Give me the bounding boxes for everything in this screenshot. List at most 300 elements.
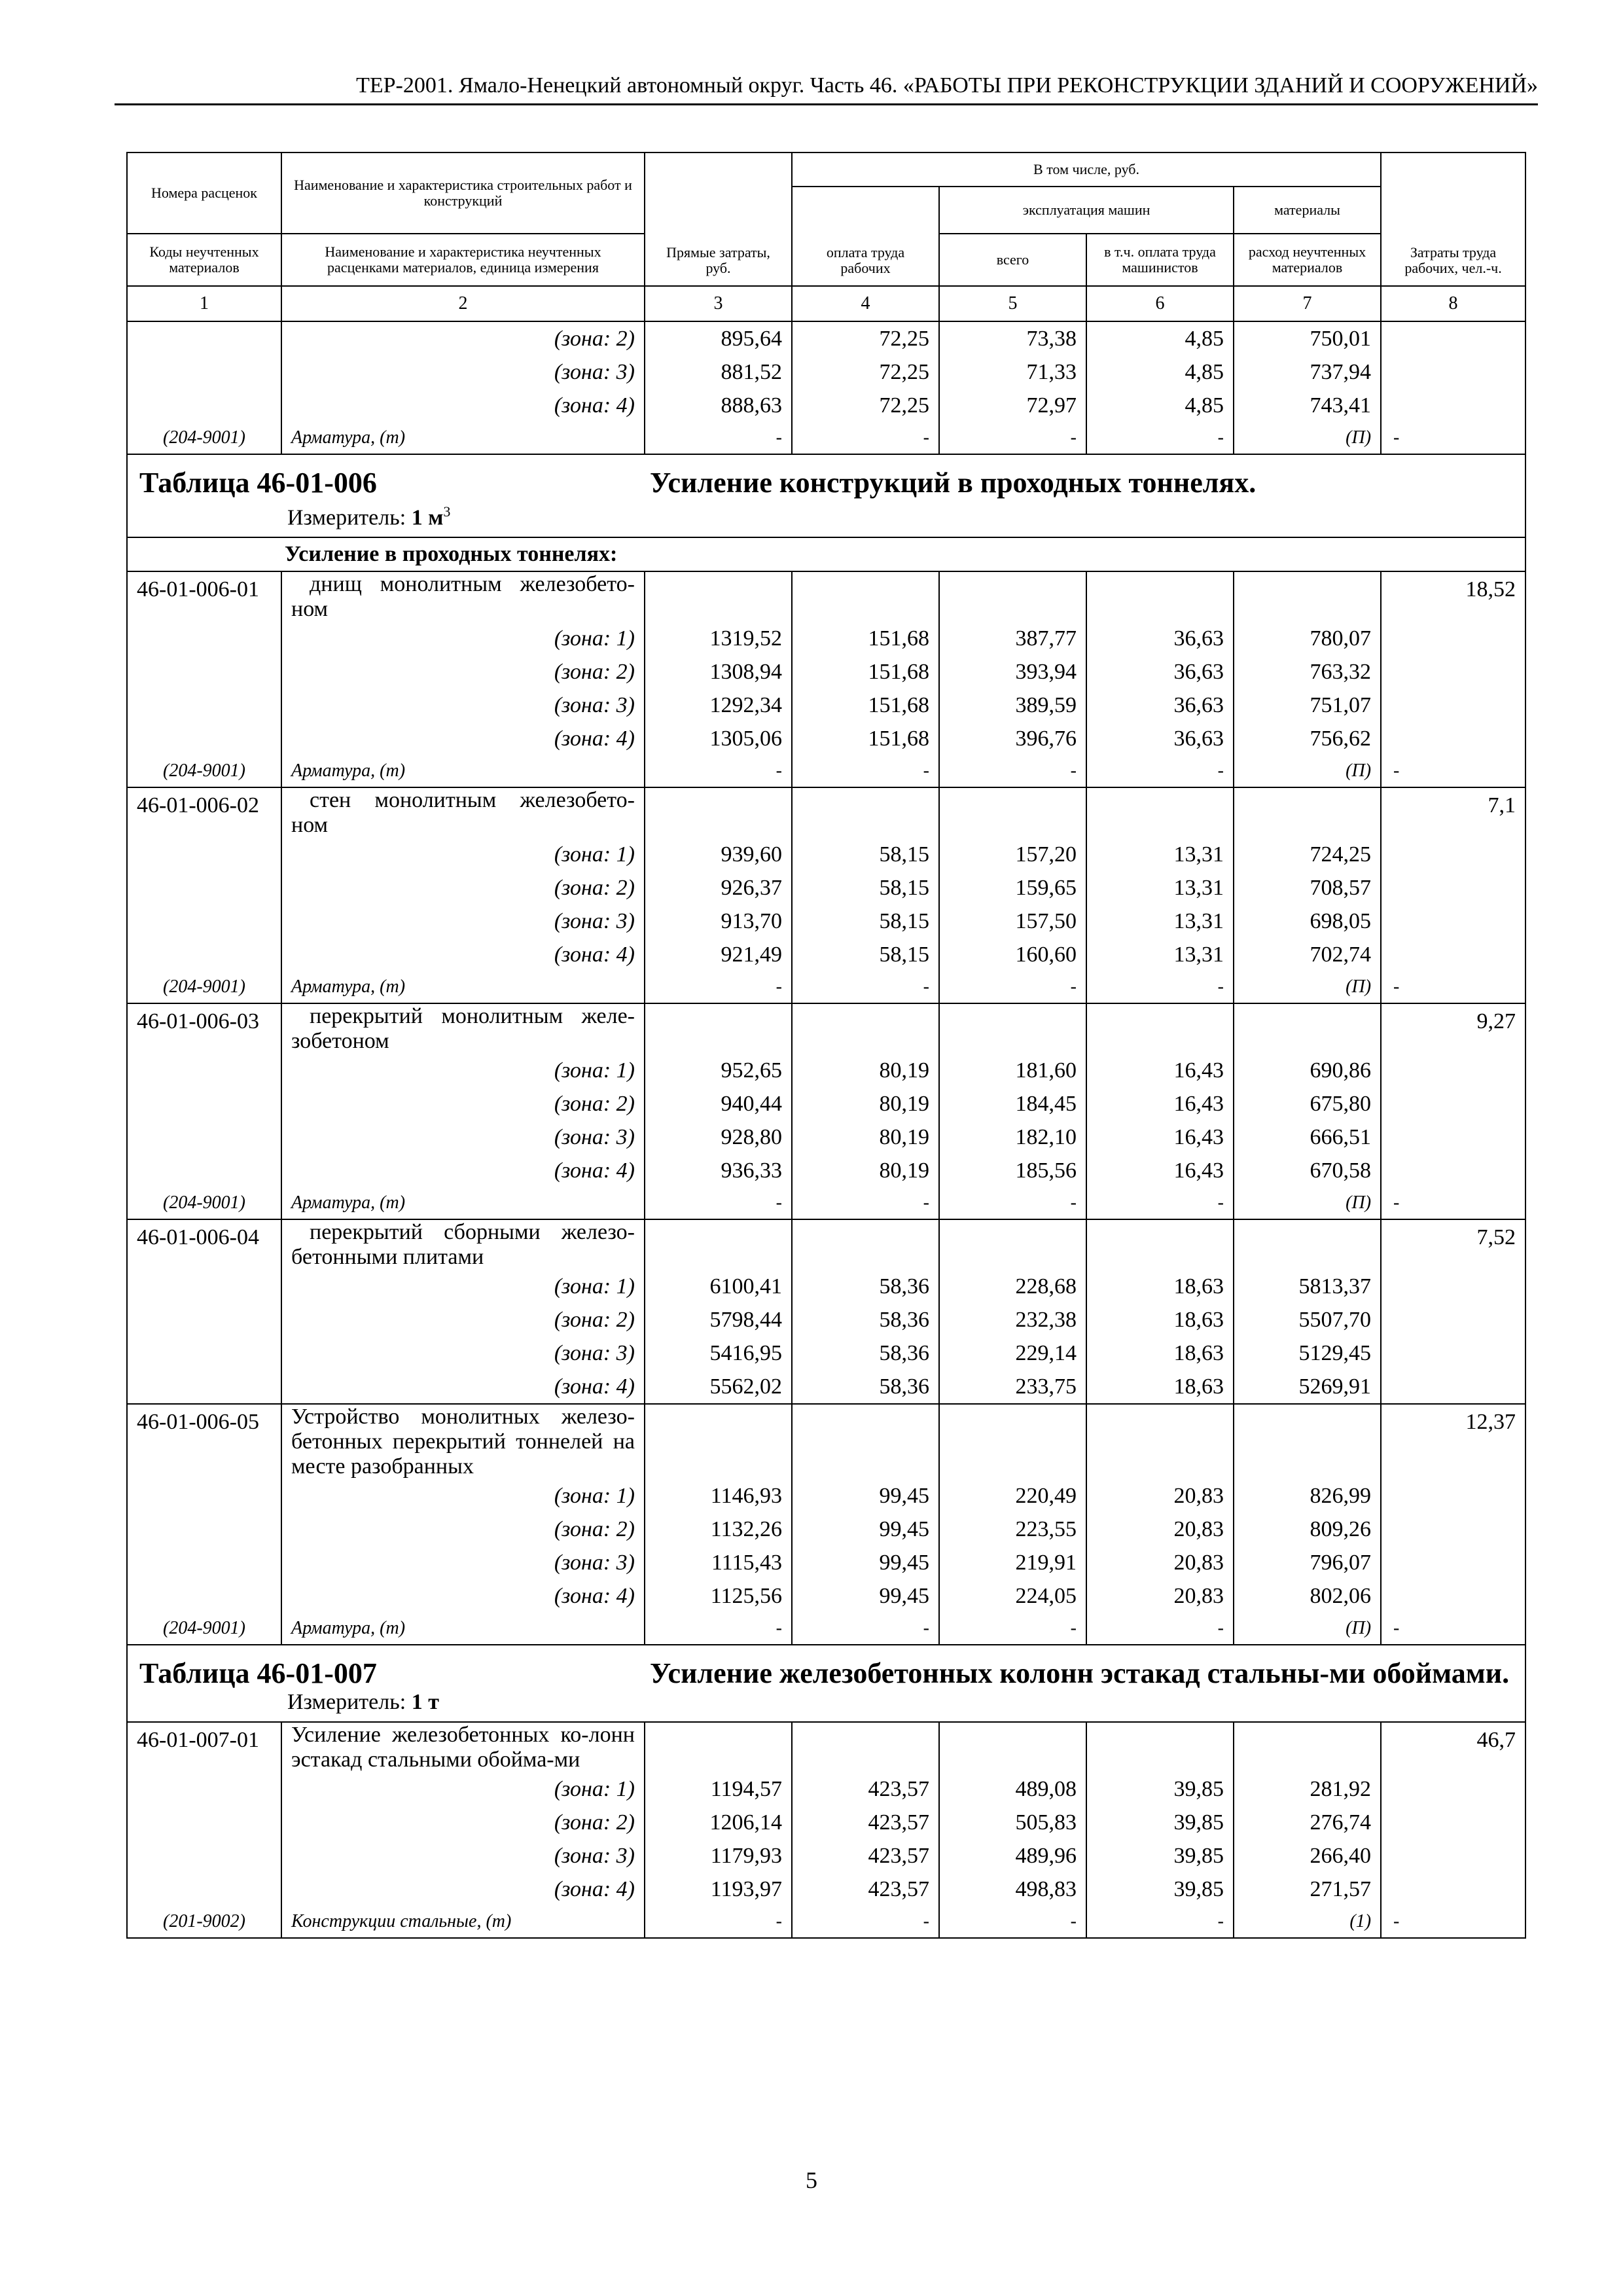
- zone-label: (зона: 2): [281, 1087, 645, 1121]
- labor-pay: 80,19: [792, 1154, 939, 1187]
- code-cell: [127, 1806, 281, 1839]
- code-cell: [127, 1054, 281, 1087]
- material-row: [127, 755, 1525, 787]
- direct-costs: 1305,06: [645, 722, 792, 755]
- direct-costs: 1308,94: [645, 655, 792, 689]
- zone-label: (зона: 1): [281, 1772, 645, 1806]
- header-unaccounted-materials: расход неучтенных материалов: [1234, 234, 1381, 286]
- col-number-8: 8: [1381, 286, 1525, 321]
- rate-row: [127, 571, 1525, 622]
- machinist-pay: 36,63: [1086, 622, 1234, 655]
- machinist-pay: 39,85: [1086, 1839, 1234, 1873]
- labor-pay: 423,57: [792, 1806, 939, 1839]
- labor-pay: 58,36: [792, 1303, 939, 1336]
- direct-costs: 5416,95: [645, 1336, 792, 1370]
- material-name: Арматура, (т): [281, 755, 645, 787]
- machinist-pay: 13,31: [1086, 838, 1234, 871]
- machines-total: 224,05: [939, 1579, 1086, 1613]
- empty-cell: [645, 1404, 792, 1479]
- dash-cell: -: [792, 1187, 939, 1219]
- zone-row: [127, 1806, 1525, 1839]
- labor-cell: [1381, 838, 1525, 871]
- machines-total: 219,91: [939, 1546, 1086, 1579]
- material-name: Арматура, (т): [281, 1613, 645, 1645]
- material-row: [127, 1187, 1525, 1219]
- zone-row: [127, 1154, 1525, 1187]
- code-cell: [127, 1121, 281, 1154]
- direct-costs: 952,65: [645, 1054, 792, 1087]
- unit-value: 1 т: [411, 1690, 439, 1715]
- continued-rows: [127, 321, 1525, 454]
- direct-costs: 939,60: [645, 838, 792, 871]
- material-name: Конструкции стальные, (т): [281, 1906, 645, 1938]
- code-cell: [127, 1546, 281, 1579]
- machines-total: 389,59: [939, 689, 1086, 722]
- labor-cell: [1381, 938, 1525, 971]
- materials-value: 809,26: [1234, 1513, 1381, 1546]
- code-cell: [127, 838, 281, 871]
- machines-total: 71,33: [939, 355, 1086, 389]
- zone-label: (зона: 4): [281, 389, 645, 422]
- labor-pay: 423,57: [792, 1873, 939, 1906]
- zone-row: [127, 1370, 1525, 1404]
- direct-costs: 1115,43: [645, 1546, 792, 1579]
- dash-cell: -: [792, 971, 939, 1003]
- machinist-pay: 39,85: [1086, 1873, 1234, 1906]
- materials-value: 796,07: [1234, 1546, 1381, 1579]
- machines-total: 157,20: [939, 838, 1086, 871]
- code-cell: [127, 1270, 281, 1303]
- direct-costs: 1179,93: [645, 1839, 792, 1873]
- empty-cell: [645, 787, 792, 838]
- zone-label: (зона: 1): [281, 1270, 645, 1303]
- labor-cost: 12,37: [1381, 1404, 1525, 1479]
- labor-cell: [1381, 1873, 1525, 1906]
- machinist-pay: 20,83: [1086, 1546, 1234, 1579]
- materials-value: 763,32: [1234, 655, 1381, 689]
- code-cell: [127, 1154, 281, 1187]
- rate-description: перекрытий монолитным желе-зобетоном: [281, 1003, 645, 1054]
- header-col2-top: Наименование и характеристика строительных работ и конструкций: [281, 152, 645, 234]
- zone-row: [127, 655, 1525, 689]
- material-consumption: (П): [1234, 1613, 1381, 1645]
- dash-cell: -: [1381, 422, 1525, 454]
- header-rule: [115, 103, 1538, 105]
- zone-label: (зона: 2): [281, 1806, 645, 1839]
- empty-cell: [1086, 1722, 1234, 1772]
- unit-label: Измеритель:: [287, 1690, 406, 1715]
- code-cell: [127, 1303, 281, 1336]
- zone-label: (зона: 3): [281, 355, 645, 389]
- dash-cell: -: [645, 971, 792, 1003]
- unit-value: 1 м: [411, 505, 444, 530]
- materials-value: 780,07: [1234, 622, 1381, 655]
- labor-pay: 80,19: [792, 1087, 939, 1121]
- rate-row: [127, 787, 1525, 838]
- rate-code: 46-01-006-02: [127, 787, 281, 838]
- machinist-pay: 4,85: [1086, 321, 1234, 355]
- labor-cell: [1381, 1579, 1525, 1613]
- direct-costs: 5562,02: [645, 1370, 792, 1404]
- col-number-4: 4: [792, 286, 939, 321]
- zone-label: (зона: 1): [281, 622, 645, 655]
- dash-cell: -: [1086, 422, 1234, 454]
- materials-value: 826,99: [1234, 1479, 1381, 1513]
- materials-value: 737,94: [1234, 355, 1381, 389]
- zone-label: (зона: 1): [281, 838, 645, 871]
- rate-code: 46-01-007-01: [127, 1722, 281, 1772]
- header-col2-bottom: Наименование и характеристика неучтенных расценками материалов, единица измерения: [281, 234, 645, 286]
- labor-pay: 58,36: [792, 1270, 939, 1303]
- machinist-pay: 18,63: [1086, 1370, 1234, 1404]
- header-labor-pay: оплата труда рабочих: [792, 187, 939, 286]
- dash-cell: -: [645, 1613, 792, 1645]
- table-number: Таблица 46-01-006: [139, 467, 377, 499]
- rate-row: [127, 1722, 1525, 1772]
- code-cell: [127, 905, 281, 938]
- empty-cell: [1234, 1404, 1381, 1479]
- col-number-1: 1: [127, 286, 281, 321]
- code-cell: [127, 321, 281, 355]
- zone-row: [127, 1579, 1525, 1613]
- labor-pay: 99,45: [792, 1479, 939, 1513]
- dash-cell: -: [645, 1187, 792, 1219]
- zone-label: (зона: 3): [281, 1121, 645, 1154]
- labor-cell: [1381, 905, 1525, 938]
- zone-label: (зона: 4): [281, 722, 645, 755]
- empty-cell: [792, 1003, 939, 1054]
- dash-cell: -: [1381, 755, 1525, 787]
- machinist-pay: 36,63: [1086, 689, 1234, 722]
- zone-label: (зона: 1): [281, 1054, 645, 1087]
- dash-cell: -: [792, 1613, 939, 1645]
- empty-cell: [792, 787, 939, 838]
- dash-cell: -: [939, 422, 1086, 454]
- materials-value: 281,92: [1234, 1772, 1381, 1806]
- machinist-pay: 13,31: [1086, 905, 1234, 938]
- zone-label: (зона: 2): [281, 1513, 645, 1546]
- labor-cost: 18,52: [1381, 571, 1525, 622]
- labor-cell: [1381, 1806, 1525, 1839]
- empty-cell: [1086, 1003, 1234, 1054]
- rate-code: 46-01-006-03: [127, 1003, 281, 1054]
- zone-row: [127, 1513, 1525, 1546]
- machines-total: 393,94: [939, 655, 1086, 689]
- header-col1-bottom: Коды неучтенных материалов: [127, 234, 281, 286]
- dash-cell: -: [939, 1613, 1086, 1645]
- materials-value: 698,05: [1234, 905, 1381, 938]
- machinist-pay: 18,63: [1086, 1303, 1234, 1336]
- labor-pay: 58,36: [792, 1336, 939, 1370]
- running-header: ТЕР-2001. Ямало-Ненецкий автономный округ. Часть 46. «РАБОТЫ ПРИ РЕКОНСТРУКЦИИ ЗДАНИЙ И СООРУЖЕНИЙ»: [356, 73, 1538, 98]
- empty-cell: [939, 787, 1086, 838]
- direct-costs: 5798,44: [645, 1303, 792, 1336]
- labor-cost: 7,1: [1381, 787, 1525, 838]
- materials-value: 266,40: [1234, 1839, 1381, 1873]
- table-heading: [127, 1645, 1525, 1722]
- labor-cell: [1381, 1370, 1525, 1404]
- code-cell: [127, 1513, 281, 1546]
- material-consumption: (П): [1234, 971, 1381, 1003]
- col-number-2: 2: [281, 286, 645, 321]
- header-machinist-pay: в т.ч. оплата труда машинистов: [1086, 234, 1234, 286]
- zone-row: [127, 1772, 1525, 1806]
- machinist-pay: 39,85: [1086, 1772, 1234, 1806]
- empty-cell: [1234, 1219, 1381, 1270]
- machinist-pay: 18,63: [1086, 1270, 1234, 1303]
- table-heading-cell: [127, 1645, 1525, 1722]
- material-code: (201-9002): [127, 1906, 281, 1938]
- labor-pay: 423,57: [792, 1839, 939, 1873]
- unit-superscript: 3: [443, 503, 451, 520]
- zone-row: [127, 1121, 1525, 1154]
- code-cell: [127, 938, 281, 971]
- zone-row: [127, 1303, 1525, 1336]
- machines-total: 160,60: [939, 938, 1086, 971]
- dash-cell: -: [792, 755, 939, 787]
- labor-cell: [1381, 722, 1525, 755]
- code-cell: [127, 1370, 281, 1404]
- direct-costs: 926,37: [645, 871, 792, 905]
- labor-cell: [1381, 1513, 1525, 1546]
- col-number-7: 7: [1234, 286, 1381, 321]
- machines-total: 498,83: [939, 1873, 1086, 1906]
- zone-row: [127, 1270, 1525, 1303]
- code-cell: [127, 355, 281, 389]
- direct-costs: 1193,97: [645, 1873, 792, 1906]
- materials-value: 675,80: [1234, 1087, 1381, 1121]
- material-name: Арматура, (т): [281, 1187, 645, 1219]
- materials-value: 5129,45: [1234, 1336, 1381, 1370]
- code-cell: [127, 389, 281, 422]
- empty-cell: [939, 1404, 1086, 1479]
- zone-row: [127, 321, 1525, 355]
- subheading-row: [127, 537, 1525, 571]
- labor-cell: [1381, 321, 1525, 355]
- code-cell: [127, 1336, 281, 1370]
- dash-cell: -: [1381, 971, 1525, 1003]
- table-number: Таблица 46-01-007: [139, 1657, 377, 1690]
- unit-line: [139, 1686, 1513, 1715]
- machines-total: 396,76: [939, 722, 1086, 755]
- labor-cell: [1381, 1839, 1525, 1873]
- material-code: (204-9001): [127, 422, 281, 454]
- header-labor: Затраты труда рабочих, чел.-ч.: [1381, 152, 1525, 286]
- dash-cell: -: [1086, 971, 1234, 1003]
- machinist-pay: 39,85: [1086, 1806, 1234, 1839]
- dash-cell: -: [939, 1187, 1086, 1219]
- empty-cell: [645, 1722, 792, 1772]
- labor-pay: 423,57: [792, 1772, 939, 1806]
- code-cell: [127, 622, 281, 655]
- machinist-pay: 16,43: [1086, 1121, 1234, 1154]
- dash-cell: -: [645, 755, 792, 787]
- labor-pay: 151,68: [792, 622, 939, 655]
- empty-cell: [1086, 1219, 1234, 1270]
- table-header: [127, 152, 1525, 321]
- material-consumption: (П): [1234, 422, 1381, 454]
- machines-total: 387,77: [939, 622, 1086, 655]
- machinist-pay: 4,85: [1086, 389, 1234, 422]
- material-row: [127, 422, 1525, 454]
- material-code: (204-9001): [127, 1613, 281, 1645]
- table-46-01-007: [127, 1645, 1525, 1938]
- direct-costs: 913,70: [645, 905, 792, 938]
- material-code: (204-9001): [127, 755, 281, 787]
- material-row: [127, 1906, 1525, 1938]
- labor-pay: 58,15: [792, 938, 939, 971]
- col-number-5: 5: [939, 286, 1086, 321]
- direct-costs: 881,52: [645, 355, 792, 389]
- material-consumption: (П): [1234, 755, 1381, 787]
- labor-pay: 58,15: [792, 871, 939, 905]
- code-cell: [127, 689, 281, 722]
- labor-cell: [1381, 1154, 1525, 1187]
- material-name: Арматура, (т): [281, 971, 645, 1003]
- table-heading-cell: [127, 454, 1525, 537]
- subheading: Усиление в проходных тоннелях:: [127, 537, 1525, 571]
- rate-code: 46-01-006-04: [127, 1219, 281, 1270]
- machines-total: 159,65: [939, 871, 1086, 905]
- dash-cell: -: [939, 971, 1086, 1003]
- dash-cell: -: [1381, 1906, 1525, 1938]
- empty-cell: [792, 571, 939, 622]
- zone-label: (зона: 1): [281, 1479, 645, 1513]
- empty-cell: [939, 1722, 1086, 1772]
- machines-total: 223,55: [939, 1513, 1086, 1546]
- materials-value: 724,25: [1234, 838, 1381, 871]
- zone-row: [127, 1087, 1525, 1121]
- labor-cost: 7,52: [1381, 1219, 1525, 1270]
- header-direct-costs: Прямые затраты, руб.: [645, 152, 792, 286]
- labor-pay: 99,45: [792, 1579, 939, 1613]
- dash-cell: -: [1381, 1613, 1525, 1645]
- zone-row: [127, 938, 1525, 971]
- materials-value: 271,57: [1234, 1873, 1381, 1906]
- labor-cell: [1381, 1121, 1525, 1154]
- machinist-pay: 16,43: [1086, 1154, 1234, 1187]
- labor-pay: 151,68: [792, 689, 939, 722]
- machines-total: 229,14: [939, 1336, 1086, 1370]
- code-cell: [127, 1087, 281, 1121]
- dash-cell: -: [1086, 1187, 1234, 1219]
- zone-label: (зона: 3): [281, 1336, 645, 1370]
- rate-description: Усиление железобетонных ко-лонн эстакад стальными обойма-ми: [281, 1722, 645, 1772]
- direct-costs: 936,33: [645, 1154, 792, 1187]
- machines-total: 184,45: [939, 1087, 1086, 1121]
- direct-costs: 895,64: [645, 321, 792, 355]
- labor-pay: 72,25: [792, 355, 939, 389]
- direct-costs: 940,44: [645, 1087, 792, 1121]
- machinist-pay: 13,31: [1086, 938, 1234, 971]
- zone-row: [127, 1839, 1525, 1873]
- materials-value: 802,06: [1234, 1579, 1381, 1613]
- table-46-01-006: [127, 454, 1525, 1645]
- labor-pay: 99,45: [792, 1513, 939, 1546]
- materials-value: 708,57: [1234, 871, 1381, 905]
- machines-total: 220,49: [939, 1479, 1086, 1513]
- zone-label: (зона: 4): [281, 1370, 645, 1404]
- rate-description: перекрытий сборными железо-бетонными плитами: [281, 1219, 645, 1270]
- empty-cell: [1086, 787, 1234, 838]
- machines-total: 489,08: [939, 1772, 1086, 1806]
- materials-value: 5269,91: [1234, 1370, 1381, 1404]
- machines-total: 181,60: [939, 1054, 1086, 1087]
- code-cell: [127, 1839, 281, 1873]
- empty-cell: [1234, 1722, 1381, 1772]
- header-col1-top: Номера расценок: [127, 152, 281, 234]
- machines-total: 505,83: [939, 1806, 1086, 1839]
- material-consumption: (П): [1234, 1187, 1381, 1219]
- direct-costs: 1292,34: [645, 689, 792, 722]
- dash-cell: -: [1381, 1187, 1525, 1219]
- direct-costs: 1132,26: [645, 1513, 792, 1546]
- labor-pay: 99,45: [792, 1546, 939, 1579]
- header-machines-total: всего: [939, 234, 1086, 286]
- zone-row: [127, 905, 1525, 938]
- machinist-pay: 18,63: [1086, 1336, 1234, 1370]
- zone-label: (зона: 4): [281, 1873, 645, 1906]
- materials-value: 751,07: [1234, 689, 1381, 722]
- labor-cell: [1381, 389, 1525, 422]
- machinist-pay: 36,63: [1086, 655, 1234, 689]
- labor-cell: [1381, 655, 1525, 689]
- material-consumption: (1): [1234, 1906, 1381, 1938]
- code-cell: [127, 871, 281, 905]
- zone-label: (зона: 4): [281, 1579, 645, 1613]
- page-number: 5: [806, 2167, 817, 2193]
- materials-value: 756,62: [1234, 722, 1381, 755]
- labor-pay: 80,19: [792, 1054, 939, 1087]
- labor-pay: 72,25: [792, 389, 939, 422]
- labor-cell: [1381, 1054, 1525, 1087]
- direct-costs: 1319,52: [645, 622, 792, 655]
- code-cell: [127, 655, 281, 689]
- materials-value: 5813,37: [1234, 1270, 1381, 1303]
- zone-row: [127, 1479, 1525, 1513]
- rate-row: [127, 1003, 1525, 1054]
- unit-label: Измеритель:: [287, 505, 406, 530]
- labor-pay: 151,68: [792, 722, 939, 755]
- direct-costs: 1206,14: [645, 1806, 792, 1839]
- unit-line: [139, 495, 1513, 530]
- col-number-3: 3: [645, 286, 792, 321]
- empty-cell: [1086, 1404, 1234, 1479]
- empty-cell: [939, 1219, 1086, 1270]
- machinist-pay: 20,83: [1086, 1513, 1234, 1546]
- material-code: (204-9001): [127, 971, 281, 1003]
- zone-row: [127, 871, 1525, 905]
- zone-label: (зона: 2): [281, 871, 645, 905]
- table-title: Усиление железобетонных колонн эстакад стальны-ми обоймами.: [650, 1657, 1510, 1690]
- machinist-pay: 16,43: [1086, 1054, 1234, 1087]
- zone-label: (зона: 2): [281, 321, 645, 355]
- materials-value: 702,74: [1234, 938, 1381, 971]
- labor-cell: [1381, 1546, 1525, 1579]
- labor-cell: [1381, 1303, 1525, 1336]
- direct-costs: 921,49: [645, 938, 792, 971]
- machines-total: 232,38: [939, 1303, 1086, 1336]
- rate-row: [127, 1404, 1525, 1479]
- empty-cell: [792, 1219, 939, 1270]
- machines-total: 182,10: [939, 1121, 1086, 1154]
- materials-value: 5507,70: [1234, 1303, 1381, 1336]
- dash-cell: -: [792, 1906, 939, 1938]
- labor-pay: 151,68: [792, 655, 939, 689]
- dash-cell: -: [1086, 1613, 1234, 1645]
- rate-description: Устройство монолитных железо-бетонных перекрытий тоннелей на месте разобранных: [281, 1404, 645, 1479]
- labor-cell: [1381, 1087, 1525, 1121]
